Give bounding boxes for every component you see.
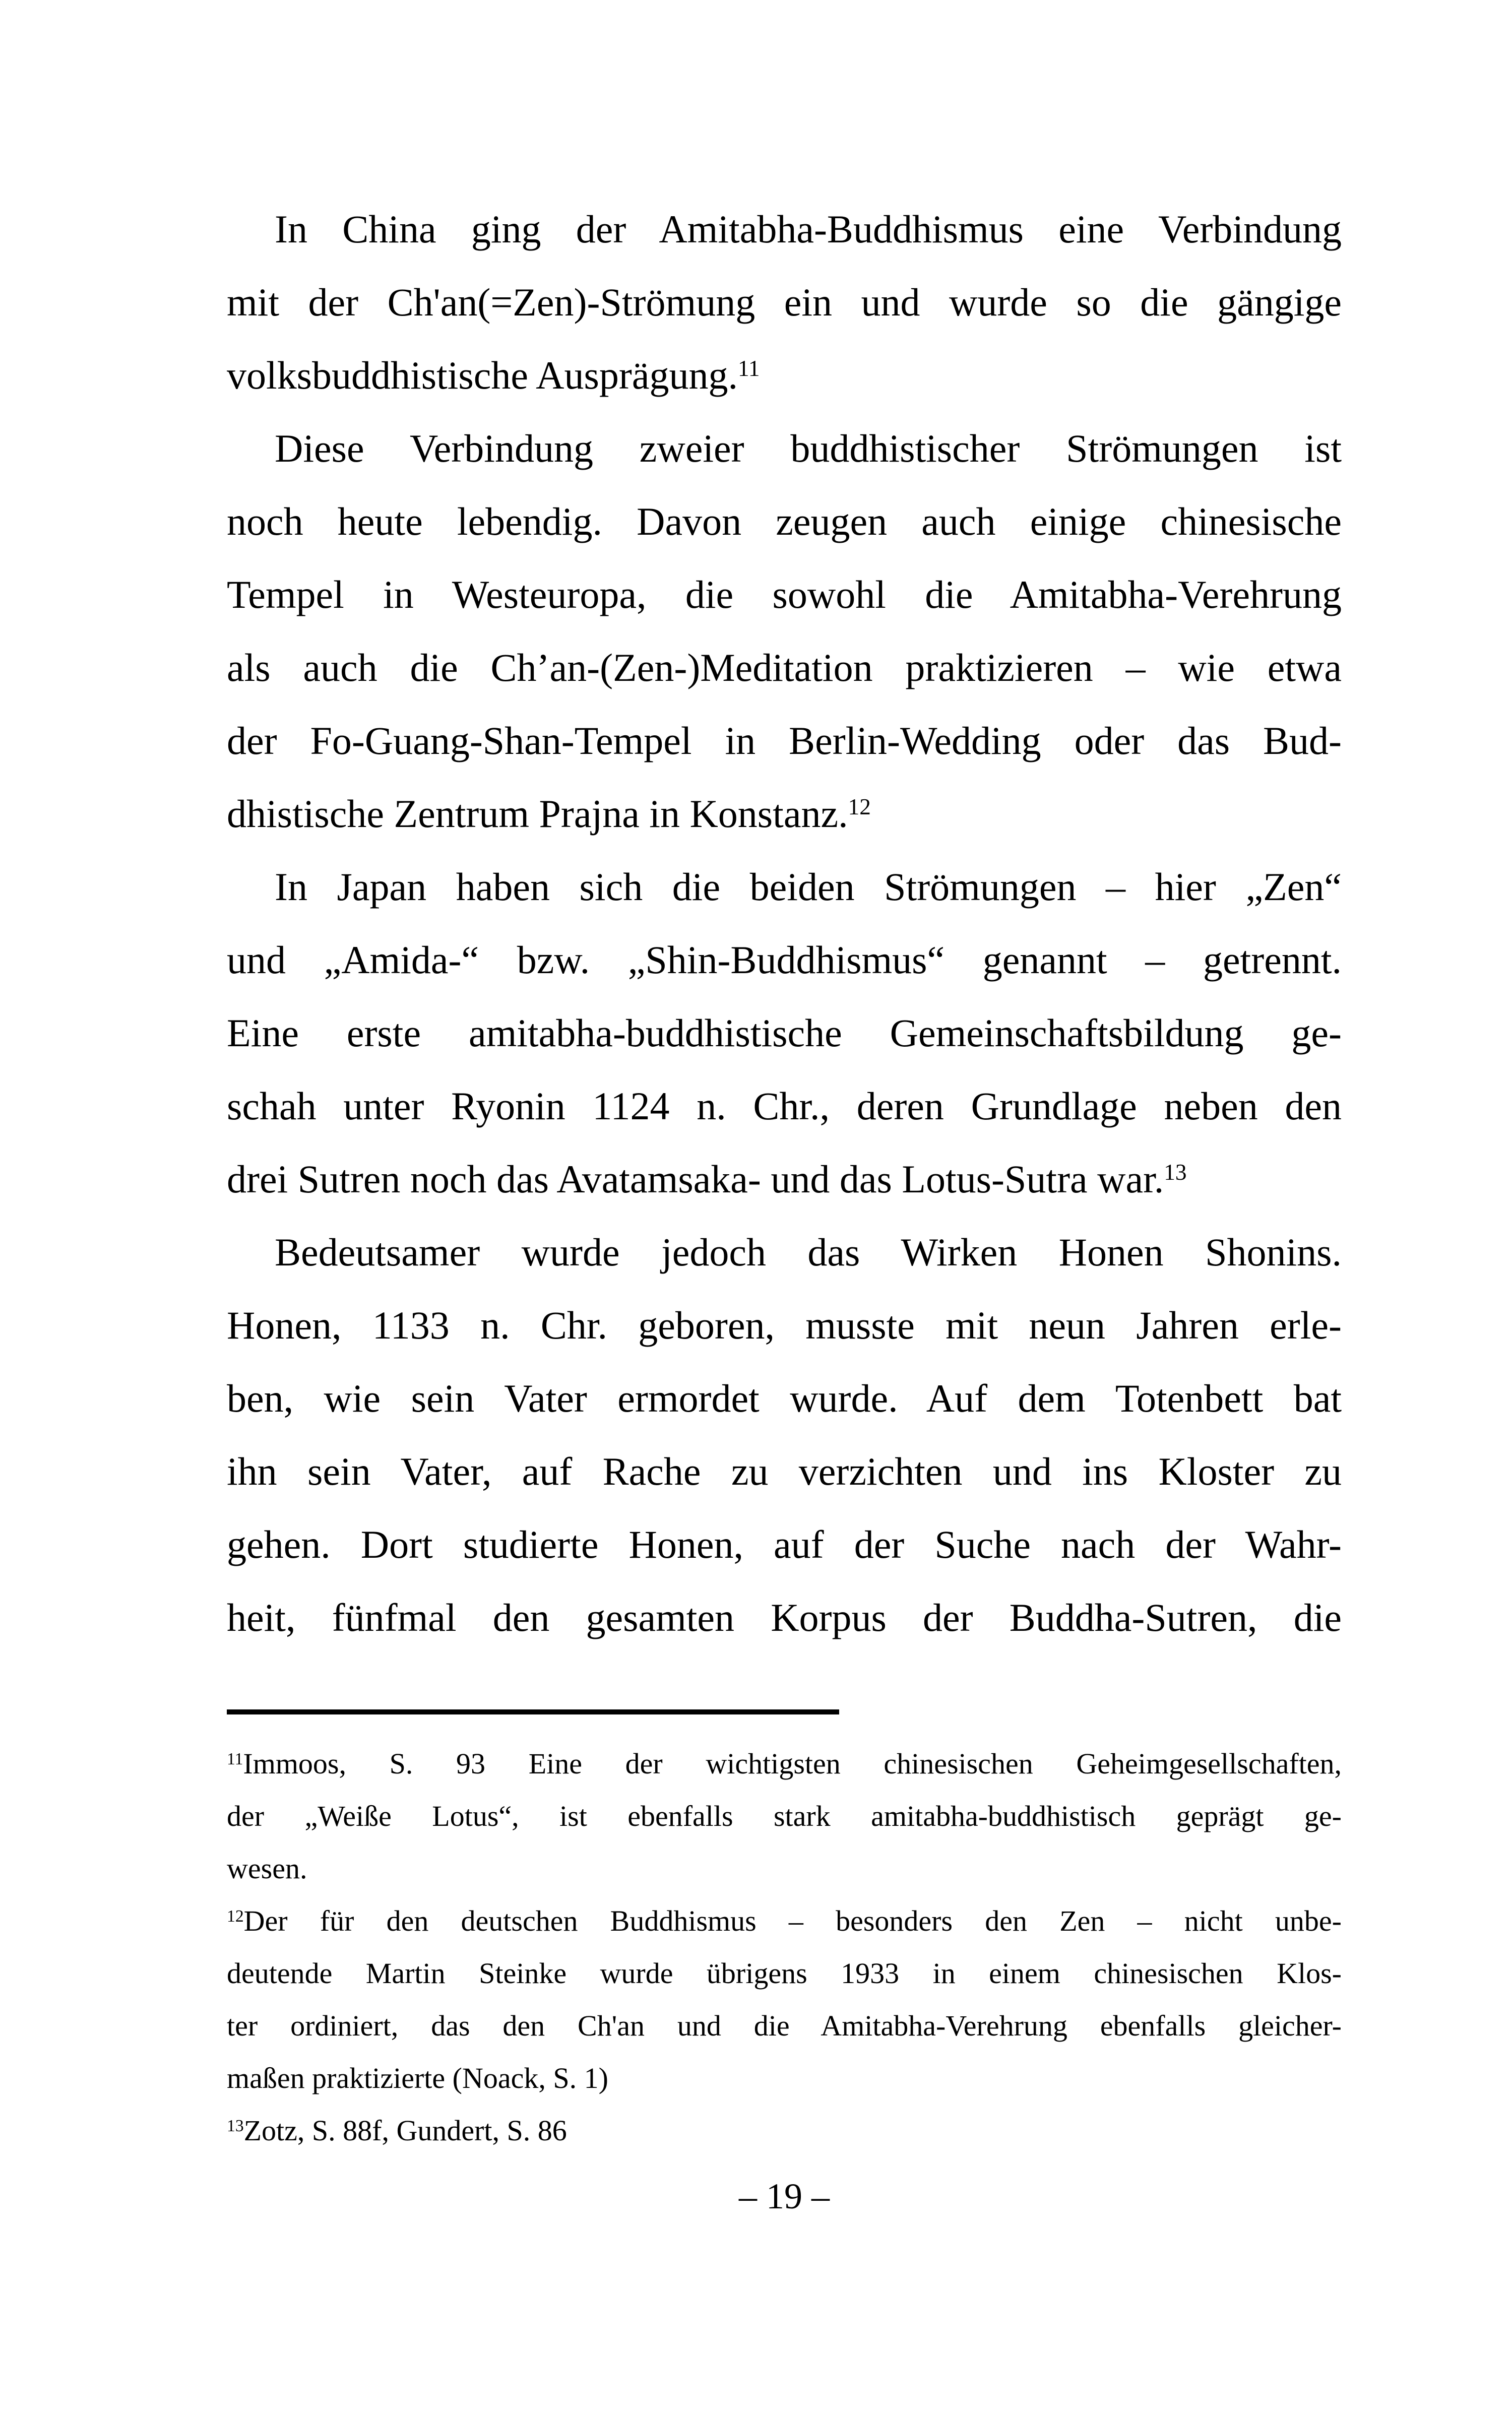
text-line: schah unter Ryonin 1124 n. Chr., deren Grundlage neben den [227, 1084, 1342, 1128]
text-line: Eine erste amitabha-buddhistische Gemeinschaftsbildung ge- [227, 1011, 1342, 1055]
text-line: $^{12}$Der für den deutschen Buddhismus – besonders den Zen – nicht unbe- [227, 1904, 1342, 1937]
footnote-separator-rule [227, 1709, 839, 1714]
footnote-marker: 13 [1164, 1160, 1187, 1185]
paragraph [227, 1738, 1342, 1895]
page-number: – 19 – [739, 2176, 830, 2216]
text-line: volksbuddhistische Ausprägung.$^{11}$ [227, 353, 760, 397]
footnote-marker: 13 [227, 2116, 244, 2135]
text-line: $^{13}$Zotz, S. 88f, Gundert, S. 86 [227, 2114, 567, 2147]
footnote-marker: 11 [737, 356, 760, 381]
text-line: Diese Verbindung zweier buddhistischer Strömungen ist [275, 426, 1342, 470]
text-line: noch heute lebendig. Davon zeugen auch einige chinesische [227, 499, 1342, 543]
text-line: Tempel in Westeuropa, die sowohl die Amitabha-Verehrung [227, 573, 1342, 616]
text-line: heit, fünfmal den gesamten Korpus der Buddha-Sutren, die [227, 1596, 1342, 1639]
text-line: drei Sutren noch das Avatamsaka- und das Lotus-Sutra war.$^{13}$ [227, 1157, 1187, 1201]
text-line: ter ordiniert, das den Ch'an und die Amitabha-Verehrung ebenfalls gleicher- [227, 2009, 1342, 2042]
text-line: In China ging der Amitabha-Buddhismus eine Verbindung [275, 207, 1342, 251]
paragraph [227, 412, 1342, 850]
text-line: und „Amida-“ bzw. „Shin-Buddhismus“ genannt – getrennt. [227, 938, 1342, 982]
footnote-marker: 11 [227, 1749, 243, 1768]
footnotes [227, 1738, 1342, 2157]
body-text [227, 193, 1342, 1654]
paragraph [227, 1895, 1342, 2105]
text-line: mit der Ch'an(=Zen)-Strömung ein und wurde so die gängige [227, 280, 1342, 324]
text-line: wesen. [227, 1852, 307, 1885]
text-line: der „Weiße Lotus“, ist ebenfalls stark amitabha-buddhistisch geprägt ge- [227, 1800, 1342, 1832]
text-line: Honen, 1133 n. Chr. geboren, musste mit neun Jahren erle- [227, 1303, 1342, 1347]
text-line: ihn sein Vater, auf Rache zu verzichten und ins Kloster zu [227, 1449, 1342, 1493]
text-line: $^{11}$Immoos, S. 93 Eine der wichtigsten chinesischen Geheimgesellschaften, [227, 1747, 1342, 1780]
text-line: maßen praktizierte (Noack, S. 1) [227, 2062, 608, 2094]
paragraph [227, 850, 1342, 1216]
text-line: gehen. Dort studierte Honen, auf der Suche nach der Wahr- [227, 1522, 1342, 1566]
text-line: deutende Martin Steinke wurde übrigens 1933 in einem chinesischen Klos- [227, 1957, 1342, 1990]
text-line: als auch die Ch’an-(Zen-)Meditation praktizieren – wie etwa [227, 646, 1342, 689]
text-line: Bedeutsamer wurde jedoch das Wirken Honen Shonins. [275, 1230, 1342, 1274]
text-line: der Fo-Guang-Shan-Tempel in Berlin-Wedding oder das Bud- [227, 719, 1342, 762]
text-line: In Japan haben sich die beiden Strömungen – hier „Zen“ [275, 865, 1342, 909]
footnote-marker: 12 [848, 794, 871, 820]
paragraph [227, 2105, 1342, 2157]
text-line: ben, wie sein Vater ermordet wurde. Auf dem Totenbett bat [227, 1376, 1342, 1420]
text-line: dhistische Zentrum Prajna in Konstanz.$^{12}$ [227, 792, 871, 836]
paragraph [227, 1216, 1342, 1654]
footnote-marker: 12 [227, 1906, 244, 1926]
paragraph [227, 193, 1342, 412]
